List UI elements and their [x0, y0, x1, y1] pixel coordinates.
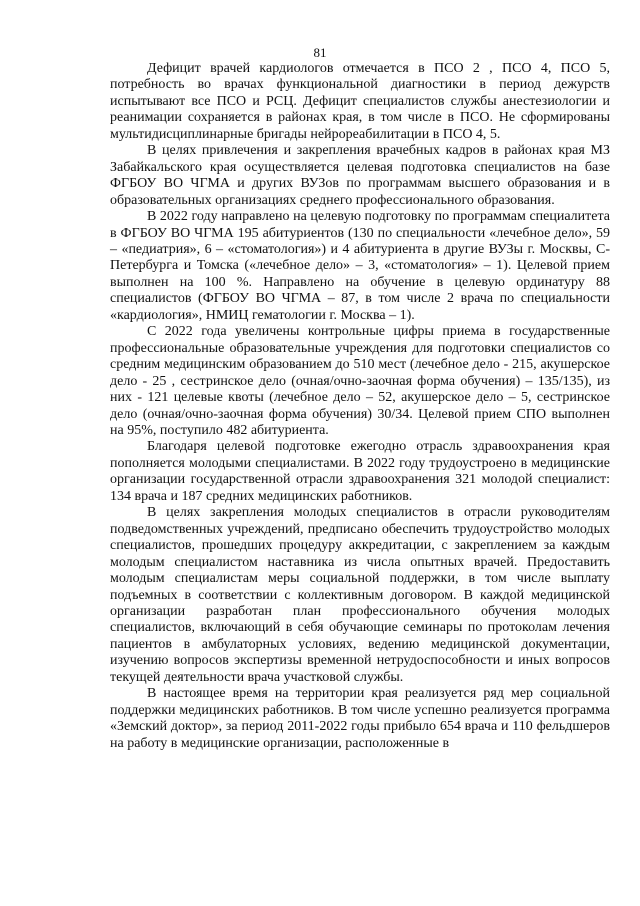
paragraph-retention-measures: В целях закрепления молодых специалистов в отрасли руководителям подведомственных учреждений, предписано обеспечить трудоустройство молодых специалистов, прошедших процедуру аккредитации, с закреплением за каждым молодым специалистом наставника из числа опытных врачей. Предоставить молодым специалистам меры социальной поддержки, в том числе выплату подъемных в соответствии с коллективным договором. В каждой медицинской организации разработан план профессионального обучения молодых специалистов, включающий в себя обучающие семинары по протоколам лечения пациентов в амбулаторных условиях, ведению медицинской документации, изучению вопросов экспертизы временной нетрудоспособности и иных вопросов текущей деятельности врача участковой службы. — [110, 505, 610, 685]
paragraph-young-specialists: Благодаря целевой подготовке ежегодно отрасль здравоохранения края пополняется молодыми специалистами. В 2022 году трудоустроено в медицинские организации государственной отрасли здравоохранения 321 молодой специалист: 134 врача и 187 средних медицинских работников. — [110, 439, 610, 504]
document-body — [110, 61, 610, 752]
paragraph-spo-admissions: С 2022 года увеличены контрольные цифры приема в государственные профессиональные образовательные учреждения для подготовки специалистов со средним медицинским образованием до 510 мест (лечебное дело - 215, акушерское дело - 25 , сестринское дело (очная/очно-заочная форма обучения) – 135/135), из них - 121 целевые квоты (лечебное дело – 52, акушерское дело – 5, сестринское дело (очная/очно-заочная форма обучения) 30/34. Целевой прием СПО выполнен на 95%, поступило 482 абитуриента. — [110, 324, 610, 438]
paragraph-social-support: В настоящее время на территории края реализуется ряд мер социальной поддержки медицинских работников. В том числе успешно реализуется программа «Земский доктор», за период 2011-2022 годы прибыло 654 врача и 110 фельдшеров на работу в медицинские организации, расположенные в — [110, 686, 610, 751]
paragraph-2022-admissions: В 2022 году направлено на целевую подготовку по программам специалитета в ФГБОУ ВО ЧГМА 195 абитуриентов (130 по специальности «лечебное дело», 59 – «педиатрия», 6 – «стоматология») и 4 абитуриента в другие ВУЗы г. Москвы, С-Петербурга и Томска («лечебное дело» – 3, «стоматология» – 1). Целевой прием выполнен на 100 %. Направлено на обучение в целевую ординатуру 88 специалистов (ФГБОУ ВО ЧГМА – 87, в том числе 2 врача по специальности «кардиология», НМИЦ гематологии г. Москва – 1). — [110, 209, 610, 323]
page-number: 81 — [313, 45, 327, 60]
paragraph-targeted-training: В целях привлечения и закрепления врачебных кадров в районах края МЗ Забайкальского края осуществляется целевая подготовка специалистов на базе ФГБОУ ВО ЧГМА и других ВУЗов по программам высшего образования и в образовательных организациях среднего профессионального образования. — [110, 143, 610, 208]
paragraph-cardiology-deficit: Дефицит врачей кардиологов отмечается в ПСО 2 , ПСО 4, ПСО 5, потребность во врачах функциональной диагностики в период дежурств испытывают все ПСО и РСЦ. Дефицит специалистов службы анестезиологии и реанимации сохраняется в районах края, в том числе в ПСО. Не сформированы мультидисциплинарные бригады нейрореабилитации в ПСО 4, 5. — [110, 61, 610, 142]
